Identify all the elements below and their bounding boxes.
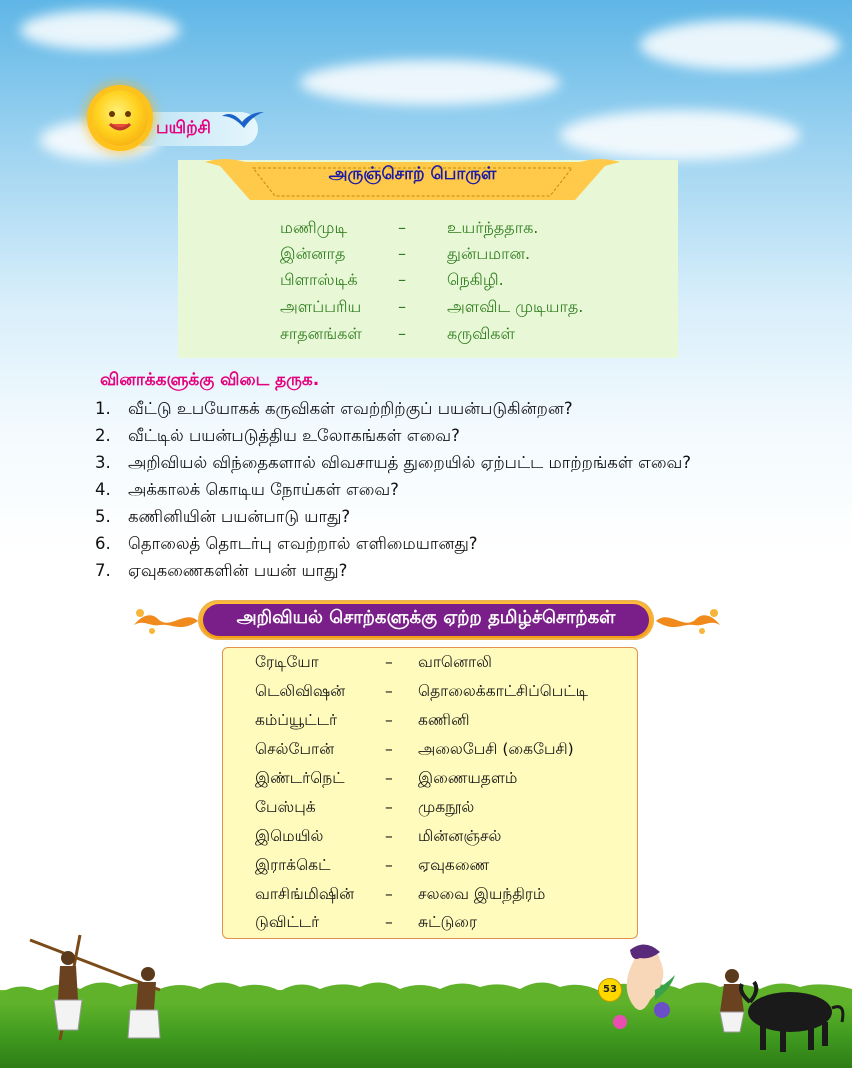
bird-icon	[220, 108, 266, 132]
term-dash: –	[385, 711, 393, 729]
term-row	[255, 711, 635, 735]
question-text: அறிவியல் விந்தைகளால் விவசாயத் துறையில் ஏற்பட்ட மாற்றங்கள் எவை?	[128, 453, 692, 472]
term-dash: –	[385, 885, 393, 903]
questions-heading: வினாக்களுக்கு விடை தருக.	[100, 370, 320, 390]
glossary-meaning: அளவிட முடியாத.	[447, 297, 584, 316]
term-row	[255, 885, 635, 909]
glossary-word: அளப்பரிய	[280, 297, 362, 316]
term-tamil: சலவை இயந்திரம்	[418, 885, 546, 903]
glossary-meaning: கருவிகள்	[447, 324, 515, 343]
question-number: 1.	[95, 399, 111, 418]
question-text: தொலைத் தொடர்பு எவற்றால் எளிமையானது?	[128, 534, 478, 553]
term-word: இமெயில்	[255, 827, 324, 845]
term-row	[255, 913, 635, 937]
question-number: 3.	[95, 453, 111, 472]
glossary-word: பிளாஸ்டிக்	[280, 270, 358, 289]
term-dash: –	[385, 913, 393, 931]
bull-taming-illustration	[690, 962, 850, 1057]
term-tamil: ஏவுகணை	[418, 856, 490, 874]
cloud	[560, 110, 800, 160]
glossary-title: அருஞ்சொற் பொருள்	[328, 164, 497, 184]
question-text: அக்காலக் கொடிய நோய்கள் எவை?	[128, 480, 399, 499]
glossary-word: இன்னாத	[280, 244, 346, 263]
glossary-row	[280, 270, 640, 296]
glossary-meaning: உயர்ந்ததாக.	[447, 218, 539, 237]
term-word: டுவிட்டர்	[255, 913, 320, 931]
glossary-word: சாதனங்கள்	[280, 324, 362, 343]
term-row	[255, 740, 635, 764]
term-row	[255, 856, 635, 880]
glossary-row	[280, 297, 640, 323]
section-title: அறிவியல் சொற்களுக்கு ஏற்ற தமிழ்ச்சொற்கள்	[236, 607, 616, 628]
glossary-dash: –	[398, 244, 406, 263]
page-number: 53	[598, 978, 622, 1002]
question-number: 4.	[95, 480, 111, 499]
glossary-dash: –	[398, 270, 406, 289]
question-number: 6.	[95, 534, 111, 553]
right-flourish-icon	[654, 603, 724, 639]
glossary-row	[280, 324, 640, 350]
stick-fighters-illustration	[20, 930, 190, 1050]
term-dash: –	[385, 769, 393, 787]
term-word: செல்போன்	[255, 740, 335, 758]
glossary-meaning: துன்பமான.	[447, 244, 531, 263]
term-word: ரேடியோ	[255, 653, 319, 671]
term-tamil: மின்னஞ்சல்	[418, 827, 502, 845]
term-word: பேஸ்புக்	[255, 798, 316, 816]
glossary-dash: –	[398, 297, 406, 316]
term-word: வாசிங்மிஷின்	[255, 885, 355, 903]
term-dash: –	[385, 653, 393, 671]
sun-icon	[92, 90, 148, 146]
term-tamil: இணையதளம்	[418, 769, 518, 787]
term-row	[255, 682, 635, 706]
question-number: 2.	[95, 426, 111, 445]
glossary-dash: –	[398, 324, 406, 343]
term-tamil: வானொலி	[418, 653, 492, 671]
term-word: டெலிவிஷன்	[255, 682, 346, 700]
term-dash: –	[385, 740, 393, 758]
term-dash: –	[385, 798, 393, 816]
question-number: 7.	[95, 561, 111, 580]
term-row	[255, 769, 635, 793]
term-dash: –	[385, 682, 393, 700]
glossary-meaning: நெகிழி.	[447, 270, 504, 289]
term-dash: –	[385, 827, 393, 845]
term-row	[255, 798, 635, 822]
left-flourish-icon	[130, 603, 200, 639]
question-text: வீட்டில் பயன்படுத்திய உலோகங்கள் எவை?	[128, 426, 460, 445]
glossary-dash: –	[398, 218, 406, 237]
glossary-row	[280, 218, 640, 244]
cloud	[640, 20, 840, 70]
term-row	[255, 653, 635, 677]
term-tamil: சுட்டுரை	[418, 913, 477, 931]
term-tamil: அலைபேசி (கைபேசி)	[418, 740, 574, 758]
term-tamil: கணினி	[418, 711, 470, 729]
glossary-word: மணிமுடி	[280, 218, 348, 237]
question-text: வீட்டு உபயோகக் கருவிகள் எவற்றிற்குப் பயன்படுகின்றன?	[128, 399, 573, 418]
term-tamil: முகநூல்	[418, 798, 475, 816]
cloud	[300, 60, 560, 105]
term-tamil: தொலைக்காட்சிப்பெட்டி	[418, 682, 589, 700]
term-word: இண்டர்நெட்	[255, 769, 345, 787]
question-text: கணினியின் பயன்பாடு யாது?	[128, 507, 351, 526]
term-word: கம்ப்யூட்டர்	[255, 711, 338, 729]
term-word: இராக்கெட்	[255, 856, 331, 874]
question-number: 5.	[95, 507, 111, 526]
glossary-row	[280, 244, 640, 270]
term-dash: –	[385, 856, 393, 874]
question-text: ஏவுகணைகளின் பயன் யாது?	[128, 561, 348, 580]
term-row	[255, 827, 635, 851]
exercise-label: பயிற்சி	[156, 118, 211, 138]
cloud	[20, 10, 180, 50]
